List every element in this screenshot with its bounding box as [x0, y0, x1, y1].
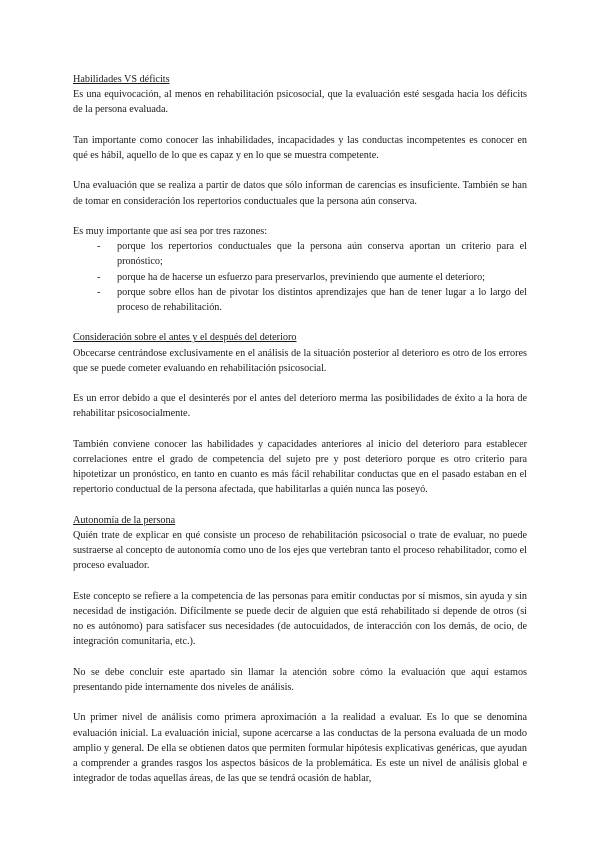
reasons-list: [73, 239, 527, 315]
paragraph: Quién trate de explicar en qué consiste un proceso de rehabilitación psicosocial o trate de evaluar, no puede sustraerse al concepto de autonomía como uno de los ejes que vertebran tanto el proceso rehabilitador, como el proceso evaluador.: [73, 529, 527, 572]
paragraph: Un primer nivel de análisis como primera aproximación a la realidad a evaluar. Es lo que se denomina evaluación inicial. La evaluación inicial, supone acercarse a las conductas de la persona evaluada de un modo amplio y general. De ella se obtienen datos que permiten formular hipótesis explicativas genéricas, que ayudan a comprender a grandes rasgos los aspectos básicos de la problemática. Es este un nivel de análisis global e integrador de todas aquellas áreas, de las que se tendrá ocasión de hablar,: [73, 712, 527, 785]
paragraph: También conviene conocer las habilidades y capacidades anteriores al inicio del deterioro para establecer correlaciones entre el grado de competencia del sujeto pre y post deterioro porque es otro criterio para hipotetizar un pronóstico, en tanto en cuanto es más fácil rehabilitar conductas que en el pasado estaban en el repertorio conductual de la persona afectada, que habilitarlas a quién nunca las poseyó.: [73, 438, 527, 496]
list-item: - porque ha de hacerse un esfuerzo para preservarlos, previniendo que aumente el deterioro;: [97, 270, 527, 285]
paragraph: Es una equivocación, al menos en rehabilitación psicosocial, que la evaluación esté sesgada hacia los déficits de la persona evaluada.: [73, 89, 527, 116]
list-item: - porque sobre ellos han de pivotar los distintos aprendizajes que han de tener lugar a lo largo del proceso de rehabilitación.: [97, 285, 527, 315]
paragraph: Obcecarse centrándose exclusivamente en el análisis de la situación posterior al deterioro es otro de los errores que se puede cometer evaluando en rehabilitación psicosocial.: [73, 347, 527, 374]
paragraph: Una evaluación que se realiza a partir de datos que sólo informan de carencias es insuficiente. También se han de tomar en consideración los repertorios conductuales que la persona aún conserva.: [73, 180, 527, 207]
paragraph: Este concepto se refiere a la competencia de las personas para emitir conductas por sí mismos, sin ayuda y sin necesidad de instigación. Difícilmente se puede decir de alguien que está rehabilitado si depende de otros (si no es autónomo) para satisfacer sus necesidades (de autocuidados, de interacción con los demás, de ocio, de integración comunitaria, etc.).: [73, 590, 527, 648]
paragraph: Es un error debido a que el desinterés por el antes del deterioro merma las posibilidades de éxito a la hora de rehabilitar psicosocialmente.: [73, 393, 527, 420]
section-autonomia: [73, 513, 527, 787]
paragraph: Tan importante como conocer las inhabilidades, incapacidades y las conductas incompetentes es conocer en qué es hábil, aquello de lo que es capaz y en lo que se muestra competente.: [73, 134, 527, 161]
list-item: - porque los repertorios conductuales que la persona aún conserva aportan un criterio para el pronóstico;: [97, 239, 527, 269]
section-heading: Habilidades VS déficits: [73, 74, 170, 85]
paragraph: Es muy importante que así sea por tres razones:: [73, 225, 268, 237]
section-heading: Consideración sobre el antes y el después del deterioro: [73, 332, 297, 344]
section-habilidades: [73, 72, 527, 315]
section-antes-despues: [73, 330, 527, 497]
paragraph: No se debe concluir este apartado sin llamar la atención sobre cómo la evaluación que aquí estamos presentando pide internamente dos niveles de análisis.: [73, 666, 527, 693]
section-heading: Autonomía de la persona: [73, 514, 176, 526]
